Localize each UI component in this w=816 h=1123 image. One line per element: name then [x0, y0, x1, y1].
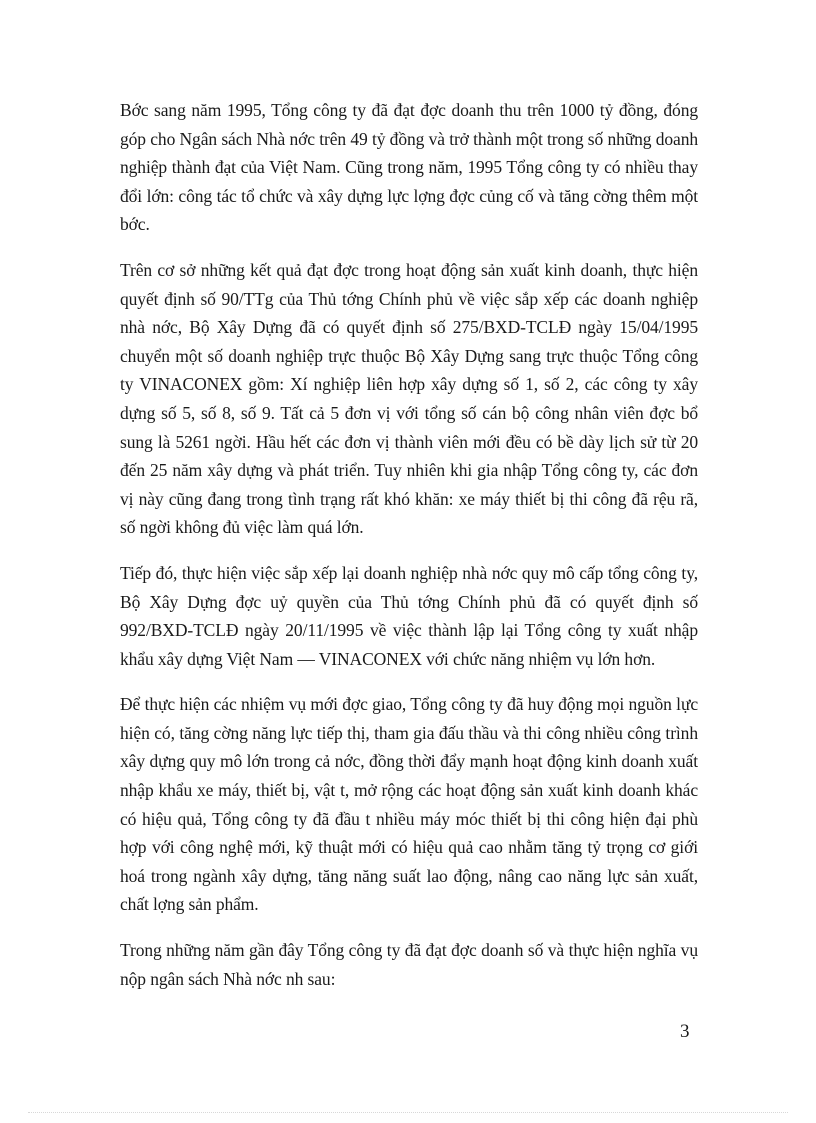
document-body [120, 96, 698, 1010]
paragraph-2: Trên cơ sở những kết quả đạt đợc trong hoạt động sản xuất kinh doanh, thực hiện quyết định số 90/TTg của Thủ tớng Chính phủ về việc sắp xếp các doanh nghiệp nhà nớc, Bộ Xây Dựng đã có quyết định số 275/BXD-TCLĐ ngày 15/04/1995 chuyển một số doanh nghiệp trực thuộc Bộ Xây Dựng sang trực thuộc Tổng công ty VINACONEX gồm: Xí nghiệp liên hợp xây dựng số 1, số 2, các công ty xây dựng số 5, số 8, số 9. Tất cả 5 đơn vị với tổng số cán bộ công nhân viên đợc bổ sung là 5261 ngời. Hầu hết các đơn vị thành viên mới đều có bề dày lịch sử từ 20 đến 25 năm xây dựng và phát triển. Tuy nhiên khi gia nhập Tổng công ty, các đơn vị này cũng đang trong tình trạng rất khó khăn: xe máy thiết bị thi công đã rệu rã, số ngời không đủ việc làm quá lớn. [120, 259, 698, 538]
paragraph-4: Để thực hiện các nhiệm vụ mới đợc giao, Tổng công ty đã huy động mọi nguồn lực hiện có, tăng cờng năng lực tiếp thị, tham gia đấu thầu và thi công nhiều công trình xây dựng quy mô lớn trong cả nớc, đồng thời đẩy mạnh hoạt động kinh doanh xuất nhập khẩu xe máy, thiết bị, vật t, mở rộng các hoạt động sản xuất kinh doanh khác có hiệu quả, Tổng công ty đã đầu t nhiều máy móc thiết bị thi công hiện đại phù hợp với công nghệ mới, kỹ thuật mới có hiệu quả cao nhằm tăng tỷ trọng cơ giới hoá trong ngành xây dựng, tăng năng suất lao động, nâng cao năng lực sản xuất, chất lợng sản phẩm. [120, 694, 698, 915]
page-number: 3 [680, 1021, 690, 1042]
paragraph-3: Tiếp đó, thực hiện việc sắp xếp lại doanh nghiệp nhà nớc quy mô cấp tổng công ty, Bộ Xây Dựng đợc uỷ quyền của Thủ tớng Chính phủ đã có quyết định số 992/BXD-TCLĐ ngày 20/11/1995 về việc thành lập lại Tổng công ty xuất nhập khẩu xây dựng Việt Nam — VINACONEX với chức năng nhiệm vụ lớn hơn. [120, 562, 698, 669]
paragraph-5: Trong những năm gần đây Tổng công ty đã đạt đợc doanh số và thực hiện nghĩa vụ nộp ngân sách Nhà nớc nh sau: [120, 940, 698, 989]
page-bottom-divider [28, 1112, 788, 1113]
paragraph-1: Bớc sang năm 1995, Tổng công ty đã đạt đợc doanh thu trên 1000 tỷ đồng, đóng góp cho Ngân sách Nhà nớc trên 49 tỷ đồng và trở thành một trong số những doanh nghiệp thành đạt của Việt Nam. Cũng trong năm, 1995 Tổng công ty có nhiều thay đổi lớn: công tác tổ chức và xây dựng lực lợng đợc củng cố và tăng cờng thêm một bớc. [120, 100, 698, 235]
